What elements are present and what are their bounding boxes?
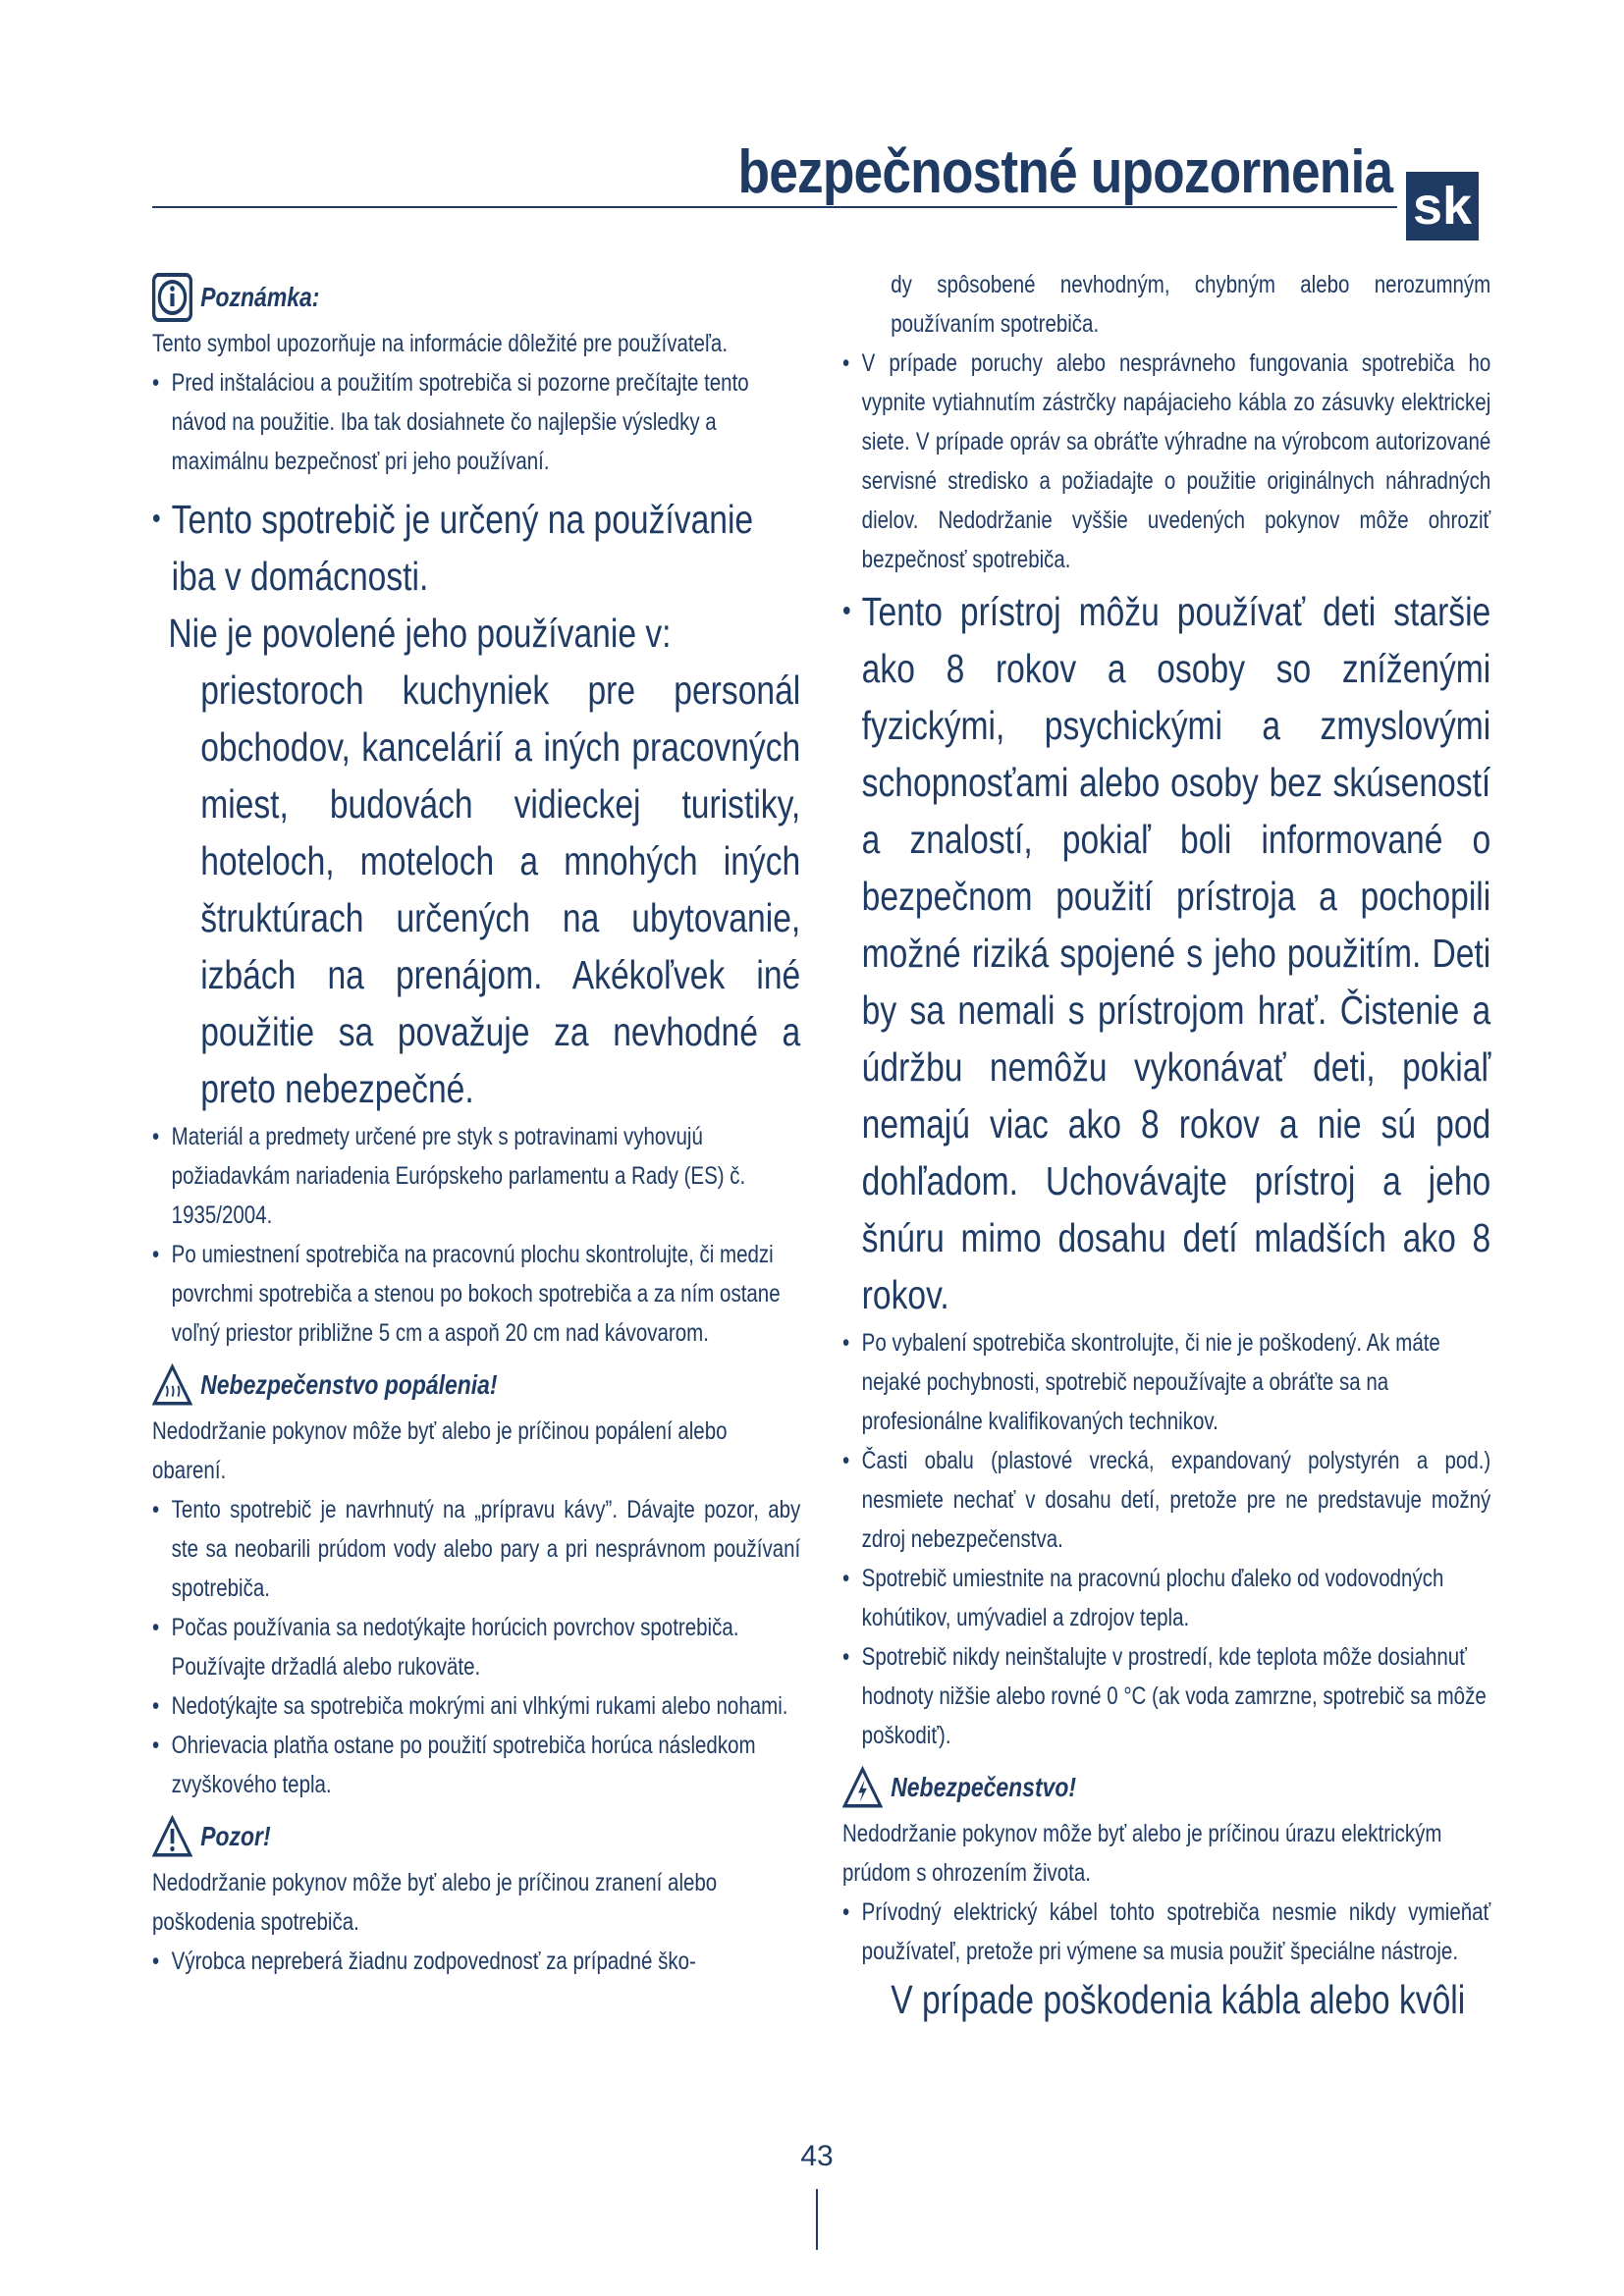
caution-bullet: • Výrobca nepreberá žiadnu zodpovednosť za prípadné ško- bbox=[152, 1942, 800, 1981]
placement-bullet: • Po umiestnení spotrebiča na pracovnú plochu skontrolujte, či medzi povrchmi spotrebiča a stenou po bokoch spotrebiča a za ním ostane voľný priestor približne 5 cm a aspoň 20 cm nad kávovarom. bbox=[152, 1235, 800, 1353]
danger-bullet: • Prívodný elektrický kábel tohto spotrebiča nesmie nikdy vymieňať používateľ, pretože pri výmene sa musia použiť špeciálne nástroje. bbox=[842, 1893, 1490, 1971]
danger-label: Nebezpečenstvo! bbox=[891, 1772, 1077, 1802]
fault-bullet: • V prípade poruchy alebo nesprávneho fungovania spotrebiča ho vypnite vytiahnutím zástrčky napájacieho kábla zo zásuvky elektrickej siete. V prípade opráv sa obráťte výhradne na výrobcom autorizované servisné stredisko a požiadajte o použitie originálnych náhradných dielov. Nedodržanie vyššie uvedených pokynov môže ohroziť bezpečnosť spotrebiča. bbox=[842, 344, 1490, 579]
page-number-rule bbox=[816, 2189, 818, 2250]
caution-text: Nedodržanie pokynov môže byť alebo je príčinou zranení alebo poškodenia spotrebiča. bbox=[152, 1869, 718, 1936]
right-column bbox=[842, 265, 1490, 2028]
caution-label: Pozor! bbox=[200, 1821, 271, 1851]
continued-text: dy spôsobené nevhodným, chybným alebo nerozumným používaním spotrebiča. bbox=[891, 271, 1491, 338]
burn-bullet: • Ohrievacia platňa ostane po použití spotrebiča horúca následkom zvyškového tepla. bbox=[152, 1726, 800, 1804]
burn-bullet: • Nedotýkajte sa spotrebiča mokrými ani vlhkými rukami alebo nohami. bbox=[152, 1686, 800, 1726]
food-contact-bullet: • Materiál a predmety určené pre styk s potravinami vyhovujú požiadavkám nariadenia Európskeho parlamentu a Rady (ES) č. 1935/2004. bbox=[152, 1117, 800, 1235]
hot-surface-warning-icon bbox=[152, 1361, 192, 1410]
page-title: bezpečnostné upozornenia bbox=[737, 138, 1392, 206]
page-number: 43 bbox=[800, 2140, 834, 2172]
right-bullet: • Spotrebič umiestnite na pracovnú plochu ďaleko od vodovodných kohútikov, umývadiel a zdrojov tepla. bbox=[842, 1559, 1490, 1637]
not-permitted-line: Nie je povolené jeho používanie v: bbox=[168, 611, 672, 656]
burn-bullet: • Počas používania sa nedotýkajte horúcich povrchov spotrebiča. Používajte držadlá alebo rukoväte. bbox=[152, 1608, 800, 1686]
note-label: Poznámka: bbox=[200, 282, 320, 312]
burn-text: Nedodržanie pokynov môže byť alebo je príčinou popálení alebo obarení. bbox=[152, 1417, 728, 1484]
danger-heading bbox=[842, 1763, 1490, 1812]
burn-label: Nebezpečenstvo popálenia! bbox=[200, 1369, 498, 1400]
children-bullet: • Tento prístroj môžu používať deti staršie ako 8 rokov a osoby so zníženými fyzickými, psychickými a zmyslovými schopnosťami alebo osoby bez skúseností a znalostí, pokiaľ boli informované o bezpečnom použití prístroja a pochopili možné riziká spojené s jeho použitím. Deti by sa nemali s prístrojom hrať. Čistenie a údržbu nemôžu vykonávať deti, pokiaľ nemajú viac ako 8 rokov a nie sú pod dohľadom. Uchovávajte prístroj a jeho šnúru mimo dosahu detí mladších ako 8 rokov. bbox=[842, 583, 1490, 1323]
household-use-bullet: • Tento spotrebič je určený na používanie iba v domácnosti. bbox=[152, 491, 800, 605]
right-bullet: • Časti obalu (plastové vrecká, expandovaný polystyrén a pod.) nesmiete nechať v dosahu detí, pretože pre ne predstavuje možný zdroj nebezpečenstva. bbox=[842, 1441, 1490, 1559]
right-bullet: • Po vybalení spotrebiča skontrolujte, či nie je poškodený. Ak máte nejaké pochybnosti, spotrebič nepoužívajte a obráťte sa na profesionálne kvalifikovaných technikov. bbox=[842, 1323, 1490, 1441]
burn-heading bbox=[152, 1361, 800, 1410]
language-badge: sk bbox=[1406, 172, 1479, 240]
cable-damage-line: V prípade poškodenia kábla alebo kvôli bbox=[891, 1977, 1466, 2022]
not-permitted-places: priestoroch kuchyniek pre personál obchodov, kancelárií a iných pracovných miest, budovách vidieckej turistiky, hoteloch, moteloch a mnohých iných štruktúrach určených na ubytovanie, izbách na prenájom. Akékoľvek iné použitie sa považuje za nevhodné a preto nebezpečné. bbox=[200, 667, 801, 1111]
info-icon bbox=[152, 273, 192, 322]
electric-shock-warning-icon bbox=[842, 1763, 883, 1812]
caution-warning-icon bbox=[152, 1812, 192, 1861]
note-bullet: • Pred inštaláciou a použitím spotrebiča si pozorne prečítajte tento návod na použitie. Iba tak dosiahnete čo najlepšie výsledky a maximálnu bezpečnosť pri jeho používaní. bbox=[152, 363, 800, 481]
caution-heading bbox=[152, 1812, 800, 1861]
danger-text: Nedodržanie pokynov môže byť alebo je príčinou úrazu elektrickým prúdom s ohrozením života. bbox=[842, 1820, 1442, 1887]
right-bullet: • Spotrebič nikdy neinštalujte v prostredí, kde teplota môže dosiahnuť hodnoty nižšie alebo rovné 0 °C (ak voda zamrzne, spotrebič sa môže poškodiť). bbox=[842, 1637, 1490, 1755]
left-column bbox=[152, 265, 800, 1981]
note-text: Tento symbol upozorňuje na informácie dôležité pre používateľa. bbox=[152, 330, 729, 357]
note-heading bbox=[152, 273, 800, 322]
burn-bullet: • Tento spotrebič je navrhnutý na „prípravu kávy”. Dávajte pozor, aby ste sa neobarili prúdom vody alebo pary a pri nesprávnom používaní spotrebiča. bbox=[152, 1490, 800, 1608]
